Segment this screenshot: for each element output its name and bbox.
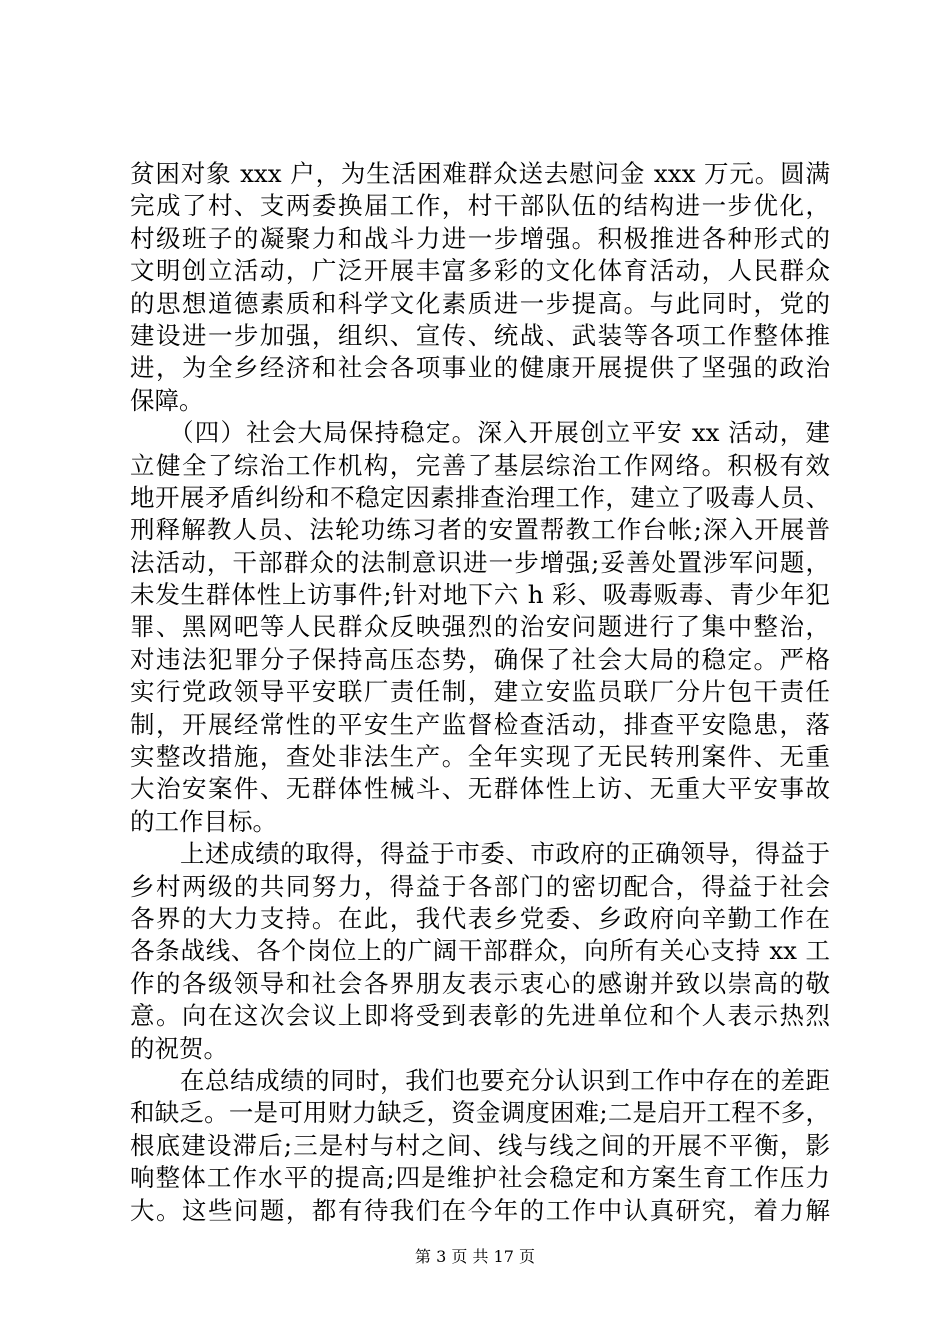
text-line: 的祝贺。 — [130, 1033, 228, 1063]
text-line: 进，为全乡经济和社会各项事业的健康开展提供了坚强的政治 — [130, 353, 830, 383]
text-line: 意。向在这次会议上即将受到表彰的先进单位和个人表示热烈 — [130, 1001, 830, 1031]
text-line: 完成了村、支两委换届工作，村干部队伍的结构进一步优化， — [130, 191, 830, 221]
text-line: 上述成绩的取得，得益于市委、市政府的正确领导，得益于 — [130, 839, 830, 869]
text-line: 贫困对象 xxx 户，为生活困难群众送去慰问金 xxx 万元。圆满 — [130, 159, 830, 188]
text-line: 实整改措施，查处非法生产。全年实现了无民转刑案件、无重 — [130, 742, 830, 772]
text-line: 的工作目标。 — [130, 806, 277, 836]
text-line: 响整体工作水平的提高;四是维护社会稳定和方案生育工作压力 — [130, 1163, 830, 1193]
text-line: 根底建设滞后;三是村与村之间、线与线之间的开展不平衡，影 — [130, 1130, 830, 1160]
text-line: 的思想道德素质和科学文化素质进一步提高。与此同时，党的 — [130, 288, 830, 318]
page-footer: 第 3 页 共 17 页 — [415, 1247, 535, 1266]
text-line: 实行党政领导平安联厂责任制，建立安监员联厂分片包干责任 — [130, 677, 830, 707]
text-line: 建设进一步加强，组织、宣传、统战、武装等各项工作整体推 — [130, 320, 830, 350]
text-line: 法活动，干部群众的法制意识进一步增强;妥善处置涉军问题， — [130, 547, 830, 577]
text-line: 作的各级领导和社会各界朋友表示衷心的感谢并致以崇高的敬 — [130, 968, 830, 998]
text-line: （四）社会大局保持稳定。深入开展创立平安 xx 活动，建 — [130, 418, 830, 448]
text-line: 未发生群体性上访事件;针对地下六 h 彩、吸毒贩毒、青少年犯 — [130, 580, 830, 610]
text-line: 和缺乏。一是可用财力缺乏，资金调度困难;二是启开工程不多， — [130, 1098, 830, 1128]
text-line: 罪、黑网吧等人民群众反映强烈的治安问题进行了集中整治， — [130, 612, 830, 642]
text-line: 在总结成绩的同时，我们也要充分认识到工作中存在的差距 — [130, 1065, 830, 1095]
text-line: 制，开展经常性的平安生产监督检查活动，排查平安隐患，落 — [130, 709, 830, 739]
text-line: 对违法犯罪分子保持高压态势，确保了社会大局的稳定。严格 — [130, 644, 830, 674]
text-line: 各界的大力支持。在此，我代表乡党委、乡政府向辛勤工作在 — [130, 903, 830, 933]
text-line: 立健全了综治工作机构，完善了基层综治工作网络。积极有效 — [130, 450, 830, 480]
text-line: 村级班子的凝聚力和战斗力进一步增强。积极推进各种形式的 — [130, 223, 830, 253]
text-line: 刑释解教人员、法轮功练习者的安置帮教工作台帐;深入开展普 — [130, 515, 830, 545]
body-text — [130, 158, 830, 1227]
text-line: 文明创立活动，广泛开展丰富多彩的文化体育活动，人民群众 — [130, 256, 830, 286]
text-line: 保障。 — [130, 385, 204, 415]
text-line: 大。这些问题，都有待我们在今年的工作中认真研究，着力解 — [130, 1195, 830, 1225]
text-line: 乡村两级的共同努力，得益于各部门的密切配合，得益于社会 — [130, 871, 830, 901]
text-line: 大治安案件、无群体性械斗、无群体性上访、无重大平安事故 — [130, 774, 830, 804]
text-line: 各条战线、各个岗位上的广阔干部群众，向所有关心支持 xx 工 — [130, 936, 830, 966]
text-line: 地开展矛盾纠纷和不稳定因素排查治理工作，建立了吸毒人员、 — [130, 482, 830, 512]
